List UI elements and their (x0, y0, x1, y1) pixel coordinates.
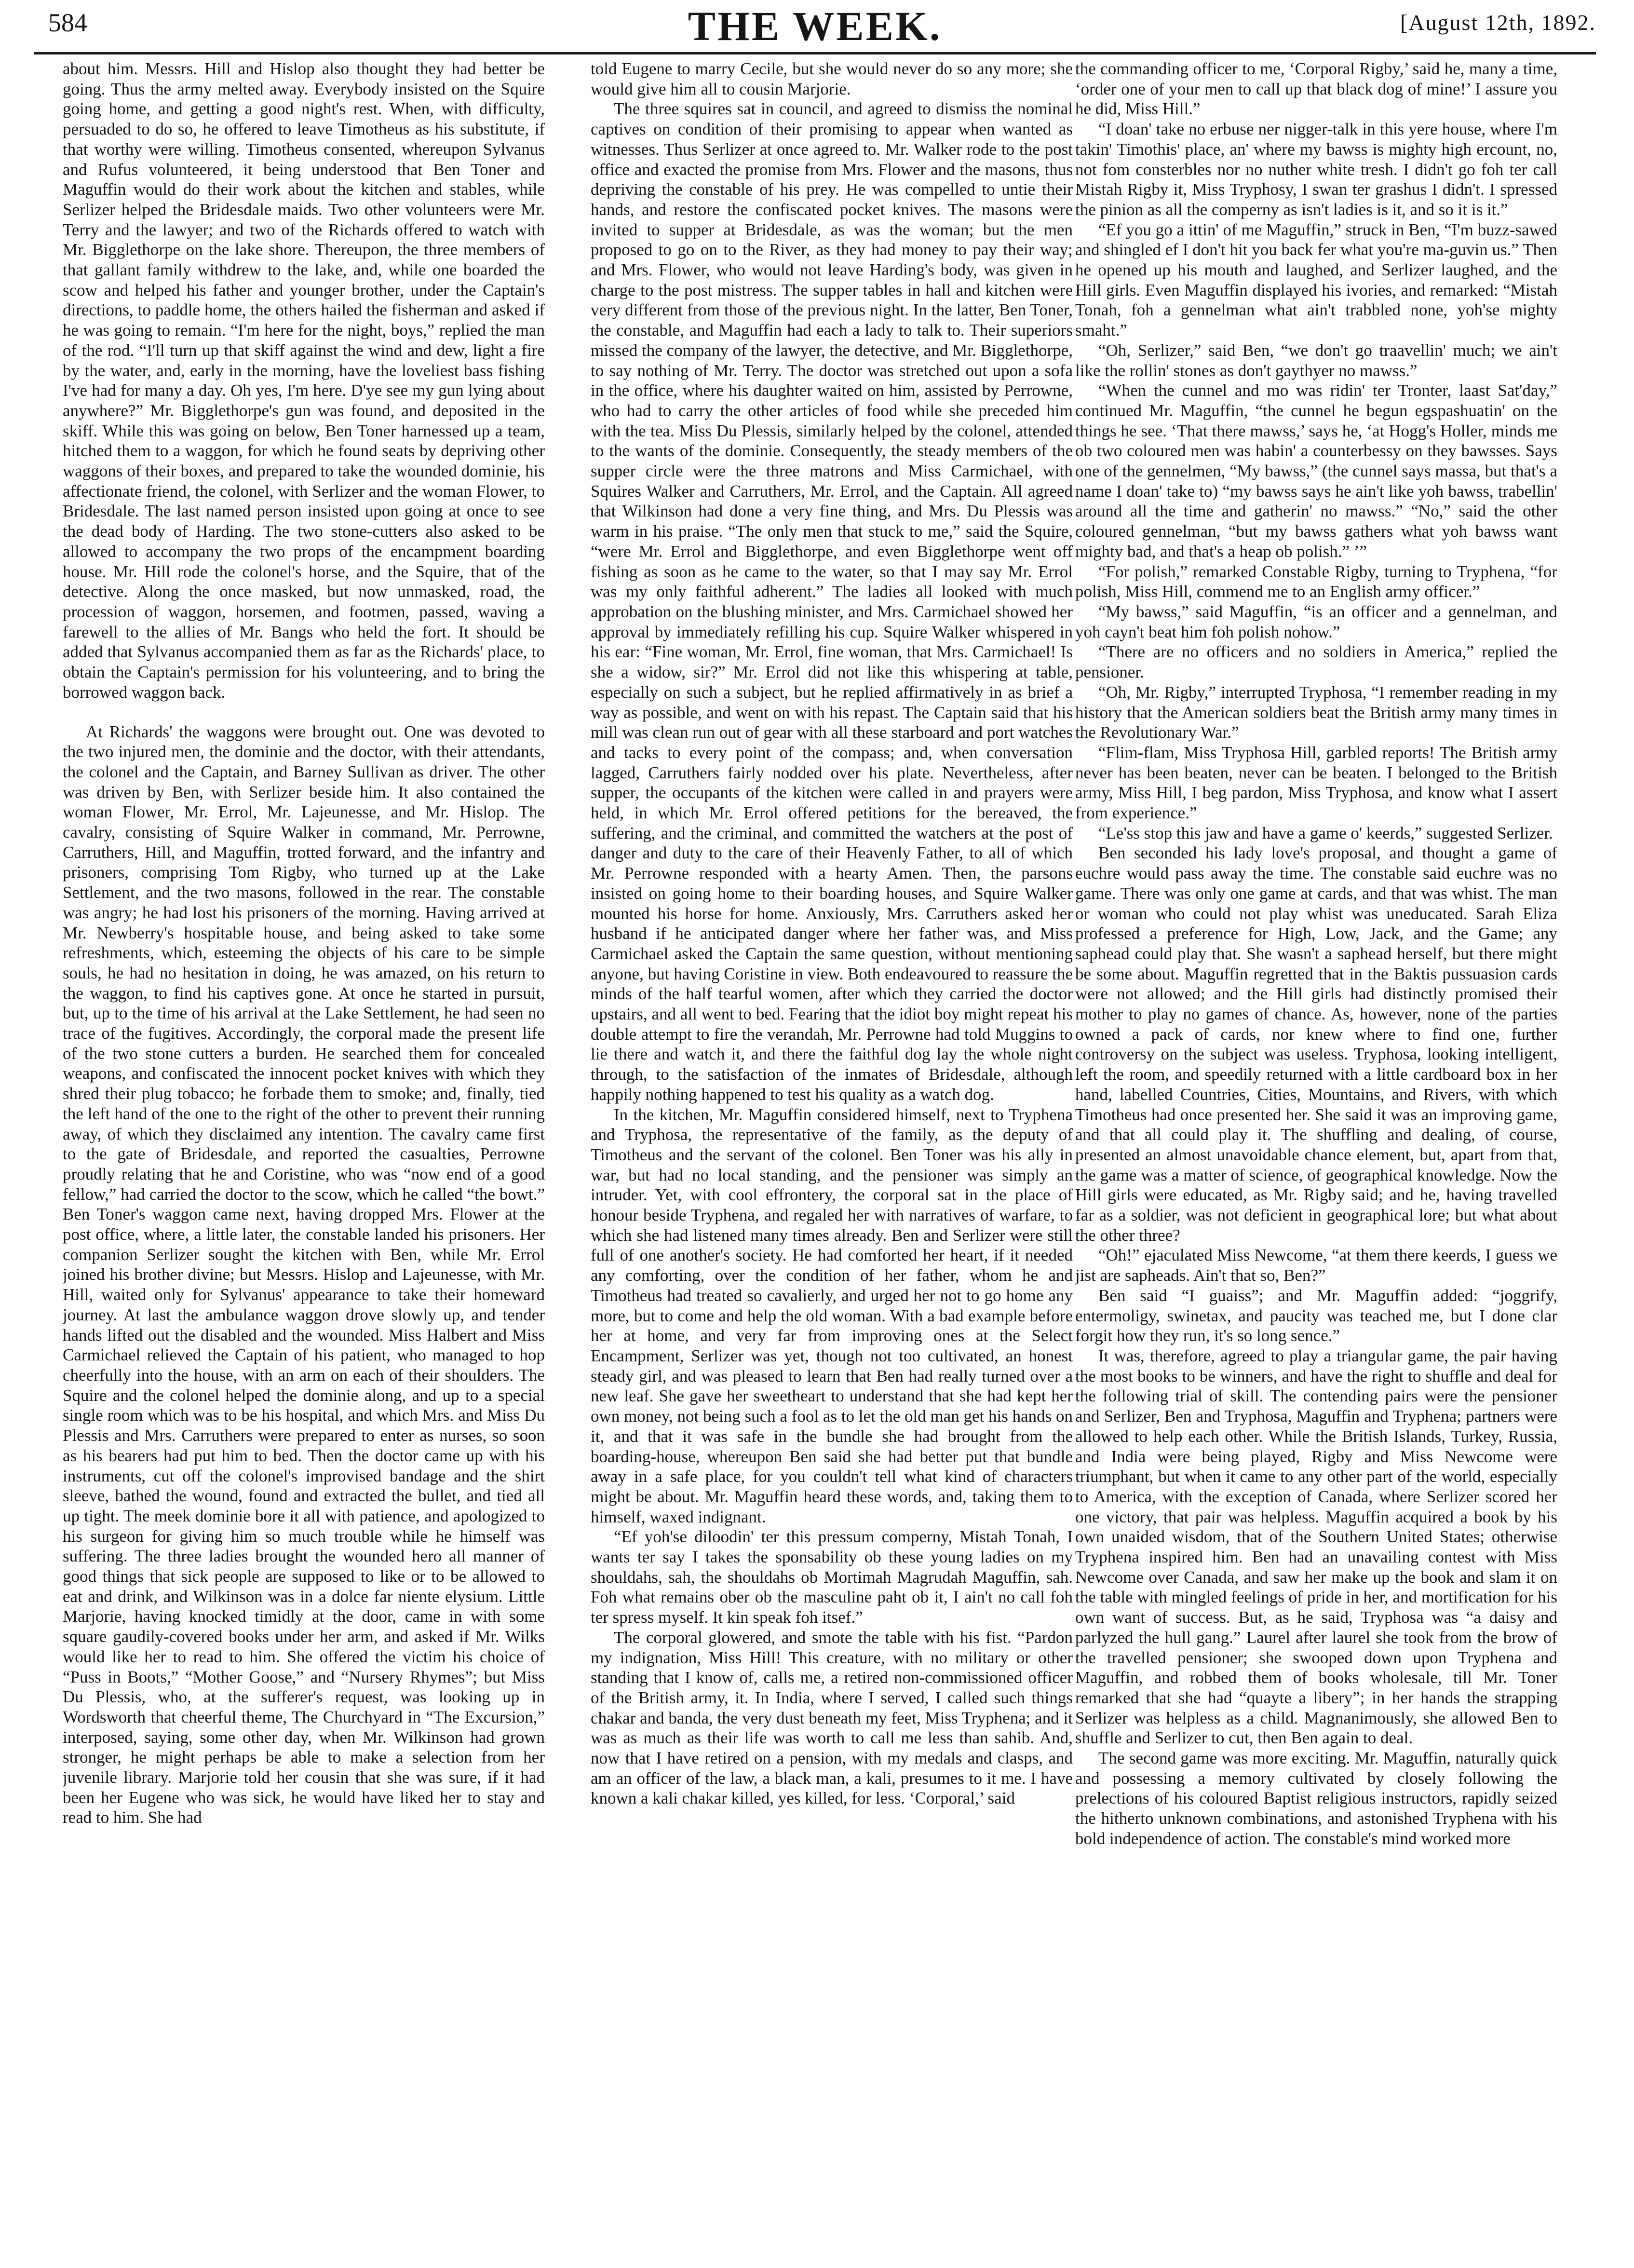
column-1 (63, 59, 545, 2258)
paragraph: “For polish,” remarked Constable Rigby, turning to Tryphena, “for polish, Miss Hill, commend me to an English army officer.” (1075, 562, 1557, 601)
paragraph: “I doan' take no erbuse ner nigger-talk in this yere house, where I'm takin' Timothis' place, an' where my bawss is mighty high ercount, no, not fom consterbles nor no nuther white tresh. I didn't go foh ter call Mistah Rigby it, Miss Tryphosy, I swan ter grashus I didn't. I spressed the pinion as all the comperny as isn't ladies is it, and so it is it.” (1075, 120, 1557, 219)
paragraph: told Eugene to marry Cecile, but she would never do so any more; she would give him all to cousin Marjorie. (591, 59, 1073, 98)
paragraph: At Richards' the waggons were brought out. One was devoted to the two injured men, the dominie and the doctor, with their attendants, the colonel and the Captain, and Barney Sullivan as driver. The other was driven by Ben, with Serlizer beside him. It also contained the woman Flower, Mr. Errol, Mr. Lajeunesse, and Mr. Hislop. The cavalry, consisting of Squire Walker in command, Mr. Perrowne, Carruthers, Hill, and Maguffin, trotted forward, and the infantry and prisoners, comprising Tom Rigby, who turned up at the Lake Settlement, and the two masons, followed in the rear. The constable was angry; he had lost his prisoners of the morning. Having arrived at Mr. Newberry's hospitable house, and being asked to take some refreshments, which, esteeming the objects of his care to be simple souls, he had no hesitation in doing, he was amazed, on his return to the waggon, to find his captives gone. At once he started in pursuit, but, up to the time of his arrival at the Lake Settlement, he had seen no trace of the fugitives. Accordingly, the corporal made the present life of the two stone cutters a burden. He searched them for concealed weapons, and confiscated the innocent pocket knives with which they shred their plug tobacco; he forbade them to smoke; and, finally, tied the left hand of the one to the right of the other to prevent their running away, of which they disclaimed any intention. The cavalry came first to the gate of Bridesdale, and reported the casualties, Perrowne proudly relating that he and Coristine, who was “now end of a good fellow,” had carried the doctor to the scow, which he called “the bowt.” Ben Toner's waggon came next, having dropped Mrs. Flower at the post office, where, a little later, the constable landed his prisoners. Her companion Serlizer sought the kitchen with Ben, while Mr. Errol joined his brother divine; but Messrs. Hislop and Lajeunesse, with Mr. Hill, waited only for Sylvanus' appearance to take their homeward journey. At last the ambulance waggon drove slowly up, and tender hands lifted out the disabled and the wounded. Miss Halbert and Miss Carmichael relieved the Captain of his patient, who managed to hop cheerfully into the house, with an arm on each of their shoulders. The Squire and the colonel helped the dominie along, and up to a special single room which was to be his hospital, and which Mrs. and Miss Du Plessis and Mrs. Carruthers were prepared to enter as nurses, so soon as his bearers had put him to bed. Then the doctor came up with his instruments, cut off the colonel's improvised bandage and the shirt sleeve, bathed the wound, found and extracted the bullet, and tied all up tight. The meek dominie bore it all with patience, and apologized to his surgeon for giving him so much trouble while he himself was suffering. The three ladies brought the wounded hero all manner of good things that sick people are supposed to like or to be allowed to eat and drink, and Wilkinson was in a dolce far niente elysium. Little Marjorie, having knocked timidly at the door, came in with some square gaudily-covered books under her arm, and asked if Mr. Wilks would like her to read to him. She offered the victim his choice of “Puss in Boots,” “Mother Goose,” and “Nursery Rhymes”; but Miss Du Plessis, who, at the sufferer's request, was looking up in Wordsworth that cheerful theme, The Churchyard in “The Excursion,” interposed, saying, some other day, when Mr. Wilkinson had grown stronger, he might perhaps be able to make a selection from her juvenile library. Marjorie told her cousin that she was sure, if it had been her Eugene who was sick, he would have liked her to stay and read to him. She had (63, 722, 545, 1827)
paragraph: “Oh, Serlizer,” said Ben, “we don't go traavellin' much; we ain't like the rollin' stones as don't gaythyer no mawss.” (1075, 340, 1557, 380)
paragraph: the commanding officer to me, ‘Corporal Rigby,’ said he, many a time, ‘order one of your men to call up that black dog of mine!’ I assure you he did, Miss Hill.” (1075, 59, 1557, 119)
paragraph: “Oh!” ejaculated Miss Newcome, “at them there keerds, I guess we jist are sapheads. Ain't that so, Ben?” (1075, 1246, 1557, 1285)
masthead-title: THE WEEK. (688, 3, 942, 49)
paragraph: “There are no officers and no soldiers in America,” replied the pensioner. (1075, 642, 1557, 682)
paragraph: The three squires sat in council, and agreed to dismiss the nominal captives on condition of their promising to appear when wanted as witnesses. Thus Serlizer at once agreed to. Mr. Walker rode to the post office and exacted the promise from Mrs. Flower and the masons, thus depriving the constable of his prey. He was compelled to untie their hands, and restore the confiscated pocket knives. The masons were invited to supper at Bridesdale, as was the woman; but the men proposed to go on to the River, as they had money to pay their way; and Mrs. Flower, who would not leave Harding's body, was given in charge to the post mistress. The supper tables in hall and kitchen were very different from those of the previous night. In the latter, Ben Toner, the constable, and Maguffin had each a lady to talk to. Their superiors missed the company of the lawyer, the detective, and Mr. Bigglethorpe, to say nothing of Mr. Terry. The doctor was stretched out upon a sofa in the office, where his daughter waited on him, assisted by Perrowne, who had to carry the other articles of food while she preceded him with the tea. Miss Du Plessis, similarly helped by the colonel, attended to the wants of the dominie. Consequently, the steady members of the supper circle were the three matrons and Miss Carmichael, with Squires Walker and Carruthers, Mr. Errol, and the Captain. All agreed that Wilkinson had done a very fine thing, and Mrs. Du Plessis was warm in his praise. “The only men that stuck to me,” said the Squire, “were Mr. Errol and Bigglethorpe, and even Bigglethorpe went off fishing as soon as he came to the water, so that I may say Mr. Errol was my only faithful adherent.” The ladies all looked with much approbation on the blushing minister, and Mrs. Carmichael showed her approval by immediately refilling his cup. Squire Walker whispered in his ear: “Fine woman, Mr. Errol, fine woman, that Mrs. Carmichael! Is she a widow, sir?” Mr. Errol did not like this whispering at table, especially on such a subject, but he replied affirmatively in as brief a way as possible, and went on with his repast. The Captain said that his mill was clean run out of gear with all these starboard and port watches and tacks to every point of the compass; and, when conversation lagged, Carruthers fairly nodded over his plate. Nevertheless, after supper, the occupants of the kitchen were called in and prayers were held, in which Mr. Errol offered petitions for the bereaved, the suffering, and the criminal, and committed the watchers at the post of danger and duty to the care of their Heavenly Father, to all of which Mr. Perrowne responded with a hearty Amen. Then, the parsons insisted on going home to their boarding houses, and Squire Walker mounted his horse for home. Anxiously, Mrs. Carruthers asked her husband if he anticipated danger where her father was, and Miss Carmichael asked the Captain the same question, without mentioning anyone, but having Coristine in view. Both endeavoured to reassure the minds of the half tearful women, after which they carried the doctor upstairs, and all went to bed. Fearing that the idiot boy might repeat his double attempt to fire the verandah, Mr. Perrowne had told Muggins to lie there and watch it, and there the faithful dog lay the whole night through, to the satisfaction of the inmates of Bridesdale, although happily nothing happened to test his quality as a watch dog. (591, 99, 1073, 1104)
paragraph: about him. Messrs. Hill and Hislop also thought they had better be going. Thus the army melted away. Everybody insisted on the Squire going home, and getting a good night's rest. When, with difficulty, persuaded to do so, he offered to leave Timotheus as his substitute, if that worthy were willing. Timotheus consented, whereupon Sylvanus and Rufus volunteered, it being understood that Ben Toner and Maguffin would do their work about the kitchen and stables, while Serlizer helped the Bridesdale maids. Two other volunteers were Mr. Terry and the lawyer; and two of the Richards offered to watch with Mr. Bigglethorpe on the lake shore. Thereupon, the three members of that gallant family withdrew to the lake, and, while one boarded the scow and helped his father and younger brother, under the Captain's directions, to paddle home, the others hailed the fisherman and asked if he was going to remain. “I'm here for the night, boys,” replied the man of the rod. “I'll turn up that skiff against the wind and dew, light a fire by the water, and, early in the morning, have the loveliest bass fishing I've had for many a day. Oh yes, I'm here. D'ye see my gun lying about anywhere?” Mr. Bigglethorpe's gun was found, and deposited in the skiff. While this was going on below, Ben Toner harnessed up a team, hitched them to a waggon, for which he found seats by depriving other waggons of their boxes, and prepared to take the wounded dominie, his affectionate friend, the colonel, with Serlizer and the woman Flower, to Bridesdale. The last named person insisted upon going at once to see the dead body of Harding. The two stone-cutters also asked to be allowed to accompany the two props of the encampment boarding house. Mr. Hill rode the colonel's horse, and the Squire, that of the detective. Along the once masked, but now unmasked, road, the procession of waggon, horsemen, and footmen, passed, waving a farewell to the allies of Mr. Bangs who held the fort. It should be added that Sylvanus accompanied them as far as the Richards' place, to obtain the Captain's permission for his volunteering, and to bring the borrowed waggon back. (63, 59, 545, 702)
paragraph: “When the cunnel and mo was ridin' ter Tronter, laast Sat'day,” continued Mr. Maguffin, “the cunnel he begun egspashuatin' on the things he see. ‘That there mawss,’ says he, ‘at Hogg's Holler, minds me ob two coloured men was habin' a counterbessy on they bawsses. Says one of the gennelmen, “My bawss,” (the cunnel says massa, but that's a name I doan' take to) “my bawss says he ain't like yoh bawss, trabellin' around all the time and gatherin' no mawss.” “No,” said the other coloured gennelman, “but my bawss gathers what yoh bawss want mighty bad, and that's a heap ob polish.” ’” (1075, 381, 1557, 561)
paragraph: Ben seconded his lady love's proposal, and thought a game of euchre would pass away the time. The constable said euchre was no game. There was only one game at cards, and that was whist. The man or woman who could not play whist was uneducated. Sarah Eliza professed a preference for High, Low, Jack, and the Game; any saphead could play that. She wasn't a saphead herself, but there might be some about. Maguffin regretted that in the Baktis pussuasion cards were not allowed; and the Hill girls had distinctly promised their mother to play no games of chance. As, however, none of the parties owned a pack of cards, nor knew where to find one, further controversy on the subject was useless. Tryphosa, looking intelligent, left the room, and speedily returned with a little cardboard box in her hand, labelled Countries, Cities, Mountains, and Rivers, with which Timotheus had once presented her. She said it was an improving game, and that all could play it. The shuffling and dealing, of course, presented an almost unavoidable chance element, but, apart from that, the game was a matter of science, of geographical knowledge. Now the Hill girls were educated, as Mr. Rigby said; and he, having travelled far as a soldier, was not deficient in geographical lore; but what about the other three? (1075, 843, 1557, 1245)
paragraph: In the kitchen, Mr. Maguffin considered himself, next to Tryphena and Tryphosa, the representative of the family, as the deputy of Timotheus and the servant of the colonel. Ben Toner was his ally in war, but had no local standing, and the pensioner was simply an intruder. Yet, with cool effrontery, the corporal sat in the place of honour beside Tryphena, and regaled her with narratives of warfare, to which she had listened many times already. Ben and Serlizer were still full of one another's society. He had comforted her heart, if it needed any comforting, over the condition of her father, whom he and Timotheus had treated so cavalierly, and urged her not to go home any more, but to come and help the old woman. With a bad example before her at home, and very far from improving ones at the Select Encampment, Serlizer was yet, though not too cultivated, an honest steady girl, and was pleased to learn that Ben had really turned over a new leaf. She gave her sweetheart to understand that she had kept her own money, not being such a fool as to let the old man get his hands on it, and that it was safe in the bundle she had brought from the boarding-house, whereupon Ben said she had better put that bundle away in a safe place, for you couldn't tell what kind of characters might be about. Mr. Maguffin heard these words, and, taking them to himself, waxed indignant. (591, 1105, 1073, 1526)
paragraph: Ben said “I guaiss”; and Mr. Maguffin added: “joggrify, entermoligy, swinetax, and paucity was teached me, but I done clar forgit how they run, it's so long sence.” (1075, 1286, 1557, 1345)
paragraph: It was, therefore, agreed to play a triangular game, the pair having the most books to be winners, and have the right to shuffle and deal for the following trial of skill. The contending pairs were the pensioner and Serlizer, Ben and Tryphosa, Maguffin and Tryphena; partners were allowed to help each other. While the British Islands, Turkey, Russia, and India were being played, Rigby and Miss Newcome were triumphant, but when it came to any other part of the world, especially to America, with the exception of Canada, where Serlizer scored her one victory, that pair was helpless. Maguffin acquired a book by his own unaided wisdom, that of the Southern United States; otherwise Tryphena inspired him. Ben had an unavailing contest with Miss Newcome over Canada, and saw her make up the book and slam it on the table with mingled feelings of pride in her, and mortification for his own want of success. But, as he said, Tryphosa was “a daisy and parlyzed the hull gang.” Laurel after laurel she took from the brow of the travelled pensioner; she swooped down upon Tryphena and Maguffin, and robbed them of books wholesale, till Mr. Toner remarked that she had “quayte a libery”; in her hands the strapping Serlizer was helpless as a child. Magnanimously, she allowed Ben to shuffle and Serlizer to cut, then Ben again to deal. (1075, 1346, 1557, 1748)
issue-date: [August 12th, 1892. (1400, 10, 1596, 35)
paragraph: “Oh, Mr. Rigby,” interrupted Tryphosa, “I remember reading in my history that the American soldiers beat the British army many times in the Revolutionary War.” (1075, 682, 1557, 742)
paragraph: “Ef yoh'se diloodin' ter this pressum comperny, Mistah Tonah, I wants ter say I takes the sponsability ob these young ladies on my shouldahs, sah, the shouldahs ob Mortimah Magrudah Maguffin, sah. Foh what remains ober ob the masculine paht ob it, I ain't no call foh ter spress myself. It kin speak foh itsef.” (591, 1527, 1073, 1627)
paragraph: “Flim-flam, Miss Tryphosa Hill, garbled reports! The British army never has been beaten, never can be beaten. I belonged to the British army, Miss Hill, I beg pardon, Miss Tryphosa, and know what I assert from experience.” (1075, 743, 1557, 823)
column-2 (591, 59, 1073, 2258)
page-header (34, 0, 1596, 54)
paragraph: The second game was more exciting. Mr. Maguffin, naturally quick and possessing a memory cultivated by closely following the prelections of his coloured Baptist religious instructors, rapidly seized the hitherto unknown combinations, and astonished Tryphena with his bold independence of action. The constable's mind worked more (1075, 1749, 1557, 1848)
paragraph: “Ef you go a ittin' of me Maguffin,” struck in Ben, “I'm buzz-sawed and shingled ef I don't hit you back fer what you're ma-guvin us.” Then he opened up his mouth and laughed, and Serlizer laughed, and the Hill girls. Even Maguffin displayed his ivories, and remarked: “Mistah Tonah, foh a gennelman what ain't trabbled none, yoh'se mighty smaht.” (1075, 220, 1557, 340)
page-number: 584 (48, 8, 87, 37)
paragraph: “My bawss,” said Maguffin, “is an officer and a gennelman, and yoh cayn't beat him foh polish nohow.” (1075, 602, 1557, 641)
paragraph: “Le'ss stop this jaw and have a game o' keerds,” suggested Serlizer. (1098, 823, 1553, 842)
column-3 (1075, 59, 1557, 2258)
paragraph: The corporal glowered, and smote the table with his fist. “Pardon my indignation, Miss Hill! This creature, with no military or other standing that I know of, calls me, a retired non-commissioned officer of the British army, it. In India, where I served, I called such things chakar and banda, the very dust beneath my feet, Miss Tryphena; and it was as much as their life was worth to call me less than sahib. And, now that I have retired on a pension, with my medals and clasps, and am an officer of the law, a black man, a kali, presumes to it me. I have known a kali chakar killed, yes killed, for less. ‘Corporal,’ said (591, 1628, 1073, 1808)
